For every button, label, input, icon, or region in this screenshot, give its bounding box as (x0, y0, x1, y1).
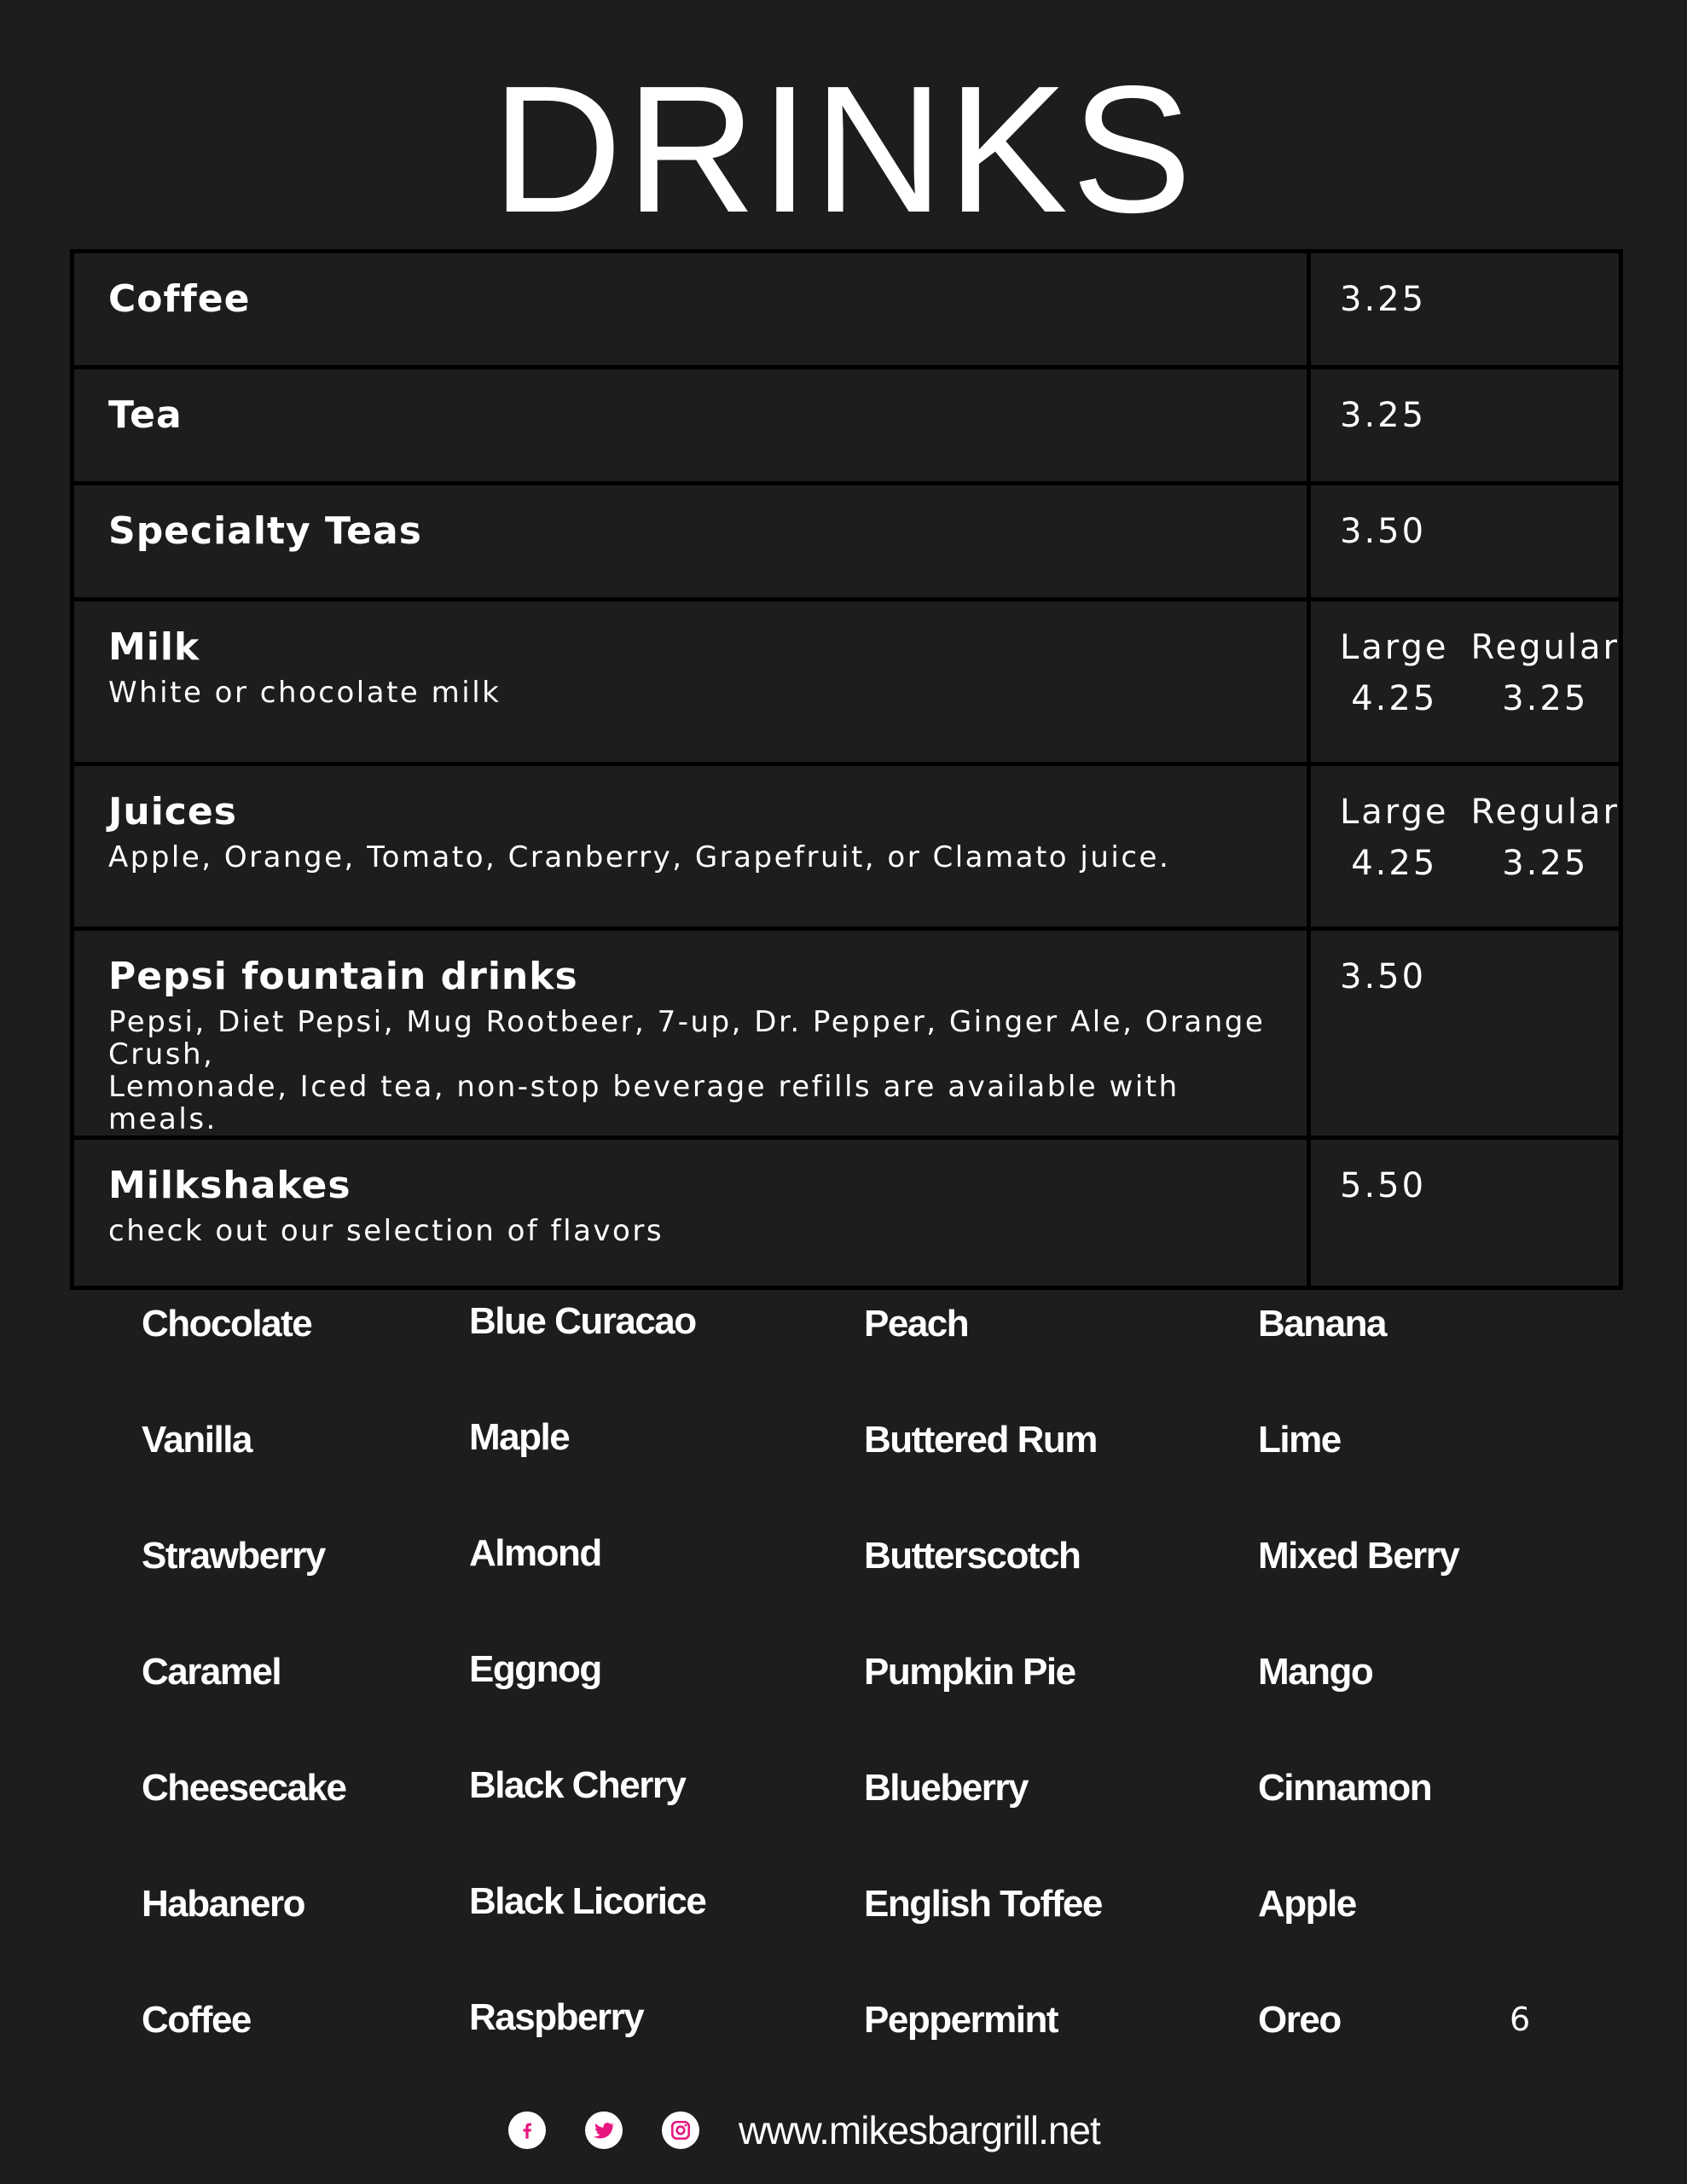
flavor-item: Peach (864, 1303, 969, 1345)
flavor-item: Cheesecake (142, 1767, 346, 1809)
menu-row-milkshakes (72, 1138, 1621, 1288)
flavor-item: English Toffee (864, 1883, 1102, 1925)
item-name: Milkshakes (108, 1164, 351, 1207)
price-cell (1309, 764, 1621, 929)
flavor-item: Butterscotch (864, 1535, 1081, 1577)
flavor-item: Almond (469, 1532, 601, 1574)
website-link[interactable]: www.mikesbargrill.net (739, 2108, 1100, 2152)
flavor-item: Pumpkin Pie (864, 1651, 1075, 1693)
size-price-regular: 3.25 (1502, 679, 1589, 718)
item-description (108, 1006, 1272, 1136)
flavor-item: Buttered Rum (864, 1419, 1097, 1461)
flavor-item: Mango (1258, 1651, 1373, 1693)
menu-row-milk (72, 600, 1621, 764)
flavor-item: Mixed Berry (1258, 1535, 1459, 1577)
size-price-large: 4.25 (1351, 844, 1438, 883)
menu-row-pepsi-fountain-drinks (72, 929, 1621, 1138)
menu-row-coffee (72, 252, 1621, 368)
item-name: Milk (108, 625, 200, 669)
size-price-regular: 3.25 (1502, 844, 1589, 883)
item-description-line: Pepsi, Diet Pepsi, Mug Rootbeer, 7-up, Dr. Pepper, Ginger Ale, Orange Crush, (108, 1005, 1266, 1072)
flavor-item: Caramel (142, 1651, 281, 1693)
flavor-item: Lime (1258, 1419, 1341, 1461)
size-label-regular: Regular (1470, 793, 1620, 832)
item-name: Pepsi fountain drinks (108, 955, 578, 998)
item-name: Specialty Teas (108, 509, 422, 553)
item-price: 3.50 (1340, 512, 1427, 551)
item-cell (72, 484, 1309, 600)
size-label-regular: Regular (1470, 628, 1620, 667)
flavor-item: Maple (469, 1416, 570, 1458)
item-cell (72, 764, 1309, 929)
item-cell (72, 368, 1309, 484)
drinks-table (70, 249, 1623, 1290)
price-cell (1309, 929, 1621, 1138)
item-description-line: Lemonade, Iced tea, non-stop beverage refills are available with meals. (108, 1070, 1180, 1136)
facebook-icon[interactable] (508, 2111, 546, 2149)
flavor-item: Peppermint (864, 1999, 1058, 2041)
price-cell (1309, 600, 1621, 764)
item-description: Apple, Orange, Tomato, Cranberry, Grapefruit, or Clamato juice. (108, 840, 1171, 874)
size-label-large: Large (1340, 793, 1449, 832)
flavor-item: Vanilla (142, 1419, 252, 1461)
flavor-item: Apple (1258, 1883, 1356, 1925)
item-price: 3.50 (1340, 957, 1427, 996)
page-number: 6 (1510, 2001, 1531, 2038)
flavor-item: Chocolate (142, 1303, 312, 1345)
footer (508, 2104, 1100, 2157)
menu-row-juices (72, 764, 1621, 929)
item-name: Tea (108, 393, 183, 437)
size-prices (1340, 622, 1620, 724)
item-description: check out our selection of flavors (108, 1214, 664, 1248)
size-price-large: 4.25 (1351, 679, 1438, 718)
price-cell (1309, 368, 1621, 484)
item-name: Juices (108, 790, 237, 834)
flavor-item: Blue Curacao (469, 1300, 696, 1342)
flavor-item: Black Licorice (469, 1880, 706, 1922)
item-cell (72, 252, 1309, 368)
size-large (1340, 787, 1449, 889)
flavor-item: Raspberry (469, 1996, 644, 2038)
flavor-item: Oreo (1258, 1999, 1341, 2041)
flavor-item: Cinnamon (1258, 1767, 1432, 1809)
item-cell (72, 929, 1309, 1138)
size-regular (1471, 622, 1620, 724)
price-cell (1309, 1138, 1621, 1288)
flavor-item: Blueberry (864, 1767, 1028, 1809)
flavor-item: Coffee (142, 1999, 251, 2041)
item-price: 5.50 (1340, 1166, 1427, 1205)
price-cell (1309, 252, 1621, 368)
size-regular (1471, 787, 1620, 889)
page-title: DRINKS (491, 48, 1196, 250)
size-prices (1340, 787, 1620, 889)
flavor-item: Banana (1258, 1303, 1386, 1345)
instagram-icon[interactable] (662, 2111, 699, 2149)
flavor-item: Black Cherry (469, 1764, 686, 1806)
item-description: White or chocolate milk (108, 676, 501, 710)
flavor-item: Habanero (142, 1883, 304, 1925)
size-large (1340, 622, 1449, 724)
item-price: 3.25 (1340, 396, 1427, 435)
item-cell (72, 600, 1309, 764)
item-name: Coffee (108, 277, 251, 321)
price-cell (1309, 484, 1621, 600)
item-cell (72, 1138, 1309, 1288)
size-label-large: Large (1340, 628, 1449, 667)
item-price: 3.25 (1340, 280, 1427, 319)
flavor-item: Eggnog (469, 1648, 601, 1690)
menu-row-tea (72, 368, 1621, 484)
flavor-item: Strawberry (142, 1535, 325, 1577)
twitter-icon[interactable] (585, 2111, 623, 2149)
menu-row-specialty-teas (72, 484, 1621, 600)
